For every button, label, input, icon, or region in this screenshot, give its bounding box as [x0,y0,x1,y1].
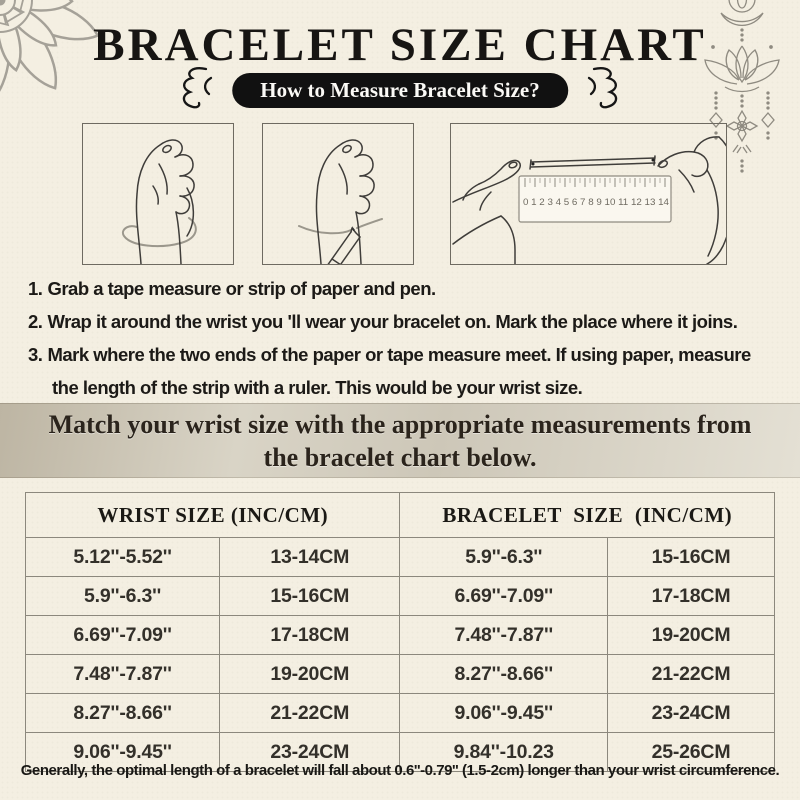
wrist-cm: 15-16CM [219,577,400,616]
wrist-cm: 19-20CM [219,655,400,694]
wrist-inches: 7.48''-7.87'' [26,655,220,694]
step-3-number: 3. [28,344,43,365]
wrist-size-header: WRIST SIZE (INC/CM) [26,493,400,538]
step-3 [28,338,776,404]
step-1-text: Grab a tape measure or strip of paper and pen. [47,278,436,299]
bracelet-inches: 9.84''-10.23 [400,733,607,772]
table-header-row [26,493,775,538]
step-3-text: Mark where the two ends of the paper or tape measure meet. If using paper, measure the length of the strip with a ruler. This would be your wrist size. [47,344,751,398]
table-row [26,655,775,694]
ruler-numbers: 0 1 2 3 4 5 6 7 8 9 10 11 12 13 14 [523,197,669,208]
match-size-banner-text: Match your wrist size with the appropriate measurements from the bracelet chart below. [48,409,752,472]
step-1-number: 1. [28,278,43,299]
wrist-cm: 23-24CM [219,733,400,772]
wrist-cm: 13-14CM [219,538,400,577]
table-row [26,694,775,733]
mark-wrist-illustration [262,123,414,265]
bracelet-cm: 25-26CM [607,733,774,772]
bracelet-inches: 5.9''-6.3'' [400,538,607,577]
bracelet-inches: 8.27''-8.66'' [400,655,607,694]
bracelet-inches: 7.48''-7.87'' [400,616,607,655]
step-2 [28,305,776,338]
size-chart-table [25,492,775,772]
ruler-measure-illustration [450,123,727,265]
footnote: Generally, the optimal length of a bracelet will fall about 0.6''-0.79'' (1.5-2cm) longer than your wrist circumference. [20,762,780,779]
bracelet-cm: 21-22CM [607,655,774,694]
bracelet-cm: 15-16CM [607,538,774,577]
bracelet-inches: 9.06''-9.45'' [400,694,607,733]
wrap-wrist-illustration [82,123,234,265]
bracelet-cm: 17-18CM [607,577,774,616]
table-row [26,577,775,616]
measure-steps [28,272,776,404]
step-1 [28,272,776,305]
step-2-number: 2. [28,311,43,332]
right-flourish-icon [584,64,624,112]
wrist-inches: 8.27''-8.66'' [26,694,220,733]
wrist-inches: 9.06''-9.45'' [26,733,220,772]
step-2-text: Wrap it around the wrist you 'll wear your bracelet on. Mark the place where it joins. [47,311,738,332]
bracelet-cm: 19-20CM [607,616,774,655]
wrist-inches: 6.69''-7.09'' [26,616,220,655]
wrist-cm: 21-22CM [219,694,400,733]
wrist-cm: 17-18CM [219,616,400,655]
bracelet-size-header: BRACELET SIZE (INC/CM) [400,493,775,538]
table-row [26,616,775,655]
left-flourish-icon [176,64,216,112]
match-size-banner [0,403,800,478]
bracelet-cm: 23-24CM [607,694,774,733]
table-row [26,538,775,577]
bracelet-inches: 6.69''-7.09'' [400,577,607,616]
how-to-measure-banner: How to Measure Bracelet Size? [232,73,568,108]
wrist-inches: 5.12''-5.52'' [26,538,220,577]
wrist-inches: 5.9''-6.3'' [26,577,220,616]
page-title: BRACELET SIZE CHART [93,19,707,71]
